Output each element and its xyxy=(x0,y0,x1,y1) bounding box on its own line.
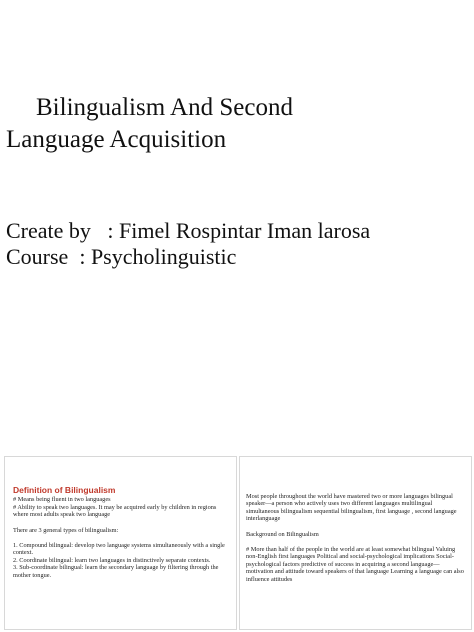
slide-thumbnail-background[interactable] xyxy=(239,456,472,630)
course-line: Course : Psycholinguistic xyxy=(6,244,237,269)
definition-line: # Ability to speak two languages. It may be acquired early by children in regions where most adults speak two language xyxy=(13,503,217,519)
types-intro: There are 3 general types of bilingualism: xyxy=(13,526,119,534)
slide-thumbnail-definition[interactable] xyxy=(4,456,237,630)
background-heading: Background on Bilingualism xyxy=(246,530,319,538)
type-item: 2. Coordinate bilingual: learn two languages in distinctively separate contexts. xyxy=(13,556,211,564)
background-paragraph: # More than half of the people in the world are at least somewhat bilingual Valuing non-English first languages Political and social-psychological implications Social-psychological factors predictive of success in acquiring a second language—motivation and attitude toward speakers of that language Learning a language can also influence attitudes xyxy=(246,546,464,583)
type-item: 1. Compound bilingual: develop two language systems simultaneously with a single context. xyxy=(13,542,225,557)
definition-line: # Means being fluent in two languages xyxy=(13,496,111,504)
intro-paragraph: Most people throughout the world have mastered two or more languages bilingual speaker—a person who actively uses two different languages multilingual simultaneous bilingualism sequential bilingualism, first language , second language interlanguage xyxy=(246,493,457,523)
type-item: 3. Sub-coordinate bilingual: learn the secondary language by filtering through the mother tongue. xyxy=(13,564,219,579)
create-by-line: Create by : Fimel Rospintar Iman larosa xyxy=(6,218,371,243)
author-block xyxy=(6,218,468,270)
title-line-2: Language Acquisition xyxy=(6,126,227,153)
slide-title xyxy=(6,92,466,156)
title-line-1: Bilingualism And Second xyxy=(36,94,293,121)
definition-heading: Definition of Bilingualism xyxy=(13,485,116,495)
